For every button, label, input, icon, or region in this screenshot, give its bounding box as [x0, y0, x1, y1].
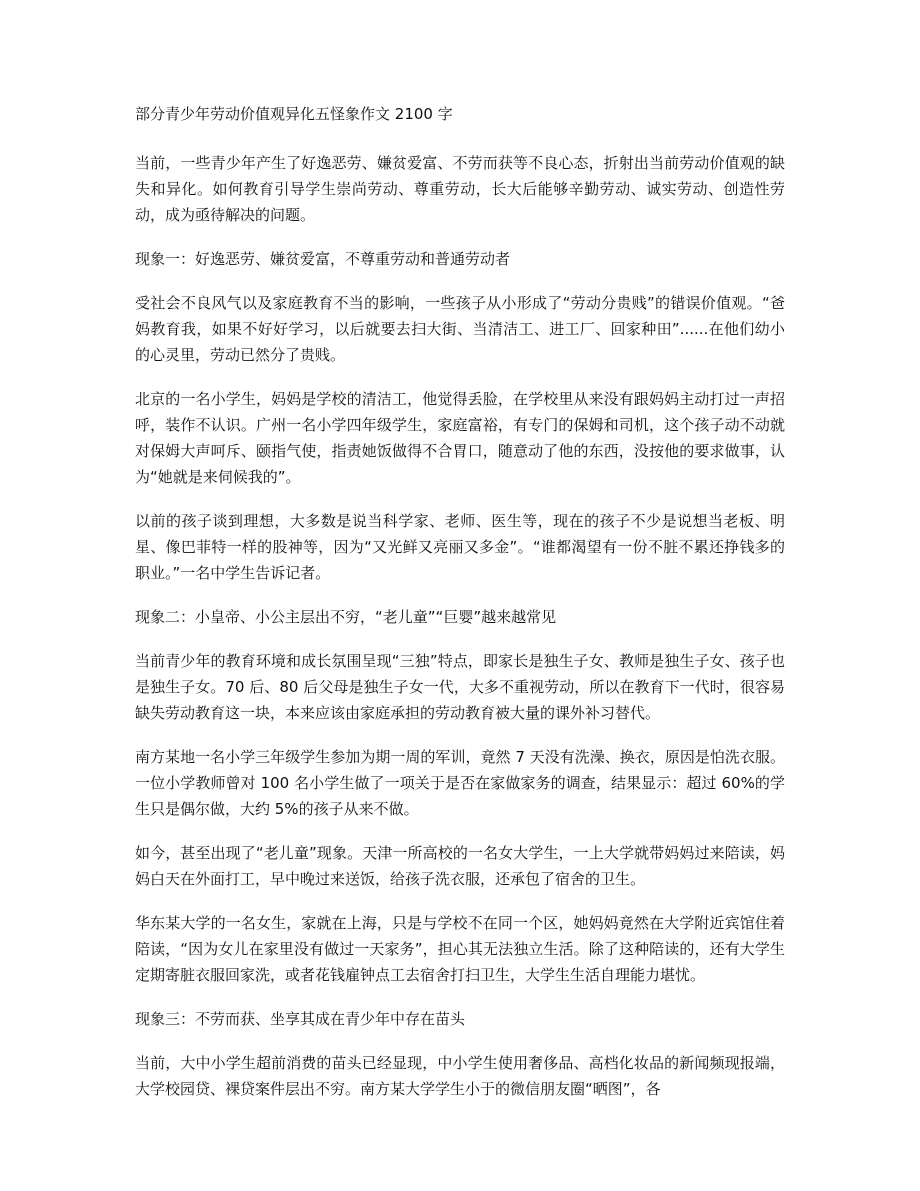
paragraph-old-children: 如今，甚至出现了“老儿童”现象。天津一所高校的一名女大学生，一上大学就带妈妈过来陪读，妈妈白天在外面打工，早中晚过来送饭，给孩子洗衣服，还承包了宿舍的卫生。 — [135, 844, 785, 888]
paragraph-consumption: 当前，大中小学生超前消费的苗头已经显现，中小学生使用奢侈品、高档化妆品的新闻频现报端，大学校园贷、裸贷案件层出不穷。南方某大学学生小于的微信朋友圈“晒图”，各 — [135, 1054, 785, 1098]
intro-paragraph: 当前，一些青少年产生了好逸恶劳、嫌贫爱富、不劳而获等不良心态，折射出当前劳动价值观的缺失和异化。如何教育引导学生崇尚劳动、尊重劳动，长大后能够辛勤劳动、诚实劳动、创造性劳动，成为亟待解决的问题。 — [135, 154, 785, 224]
section-heading-phenomenon-1: 现象一：好逸恶劳、嫌贫爱富，不尊重劳动和普通劳动者 — [135, 250, 511, 268]
paragraph-ideals: 以前的孩子谈到理想，大多数是说当科学家、老师、医生等，现在的孩子不少是说想当老板、明星、像巴菲特一样的股神等，因为“又光鲜又亮丽又多金”。“谁都渴望有一份不脏不累还挣钱多的职业。”一名中学生告诉记者。 — [135, 512, 785, 582]
paragraph-east-china-student: 华东某大学的一名女生，家就在上海，只是与学校不在同一个区，她妈妈竟然在大学附近宾馆住着陪读，“因为女儿在家里没有做过一天家务”，担心其无法独立生活。除了这种陪读的，还有大学生定期寄脏衣服回家洗，或者花钱雇钟点工去宿舍打扫卫生，大学生生活自理能力堪忧。 — [135, 914, 785, 984]
paragraph-labor-values: 受社会不良风气以及家庭教育不当的影响，一些孩子从小形成了“劳动分贵贱”的错误价值观。“爸妈教育我，如果不好好学习，以后就要去扫大街、当清洁工、进工厂、回家种田”......在他们幼小的心灵里，劳动已然分了贵贱。 — [135, 294, 785, 364]
section-heading-phenomenon-3: 现象三：不劳而获、坐享其成在青少年中存在苗头 — [135, 1010, 466, 1028]
document-page — [135, 100, 785, 1120]
paragraph-three-only: 当前青少年的教育环境和成长氛围呈现“三独”特点，即家长是独生子女、教师是独生子女、孩子也是独生子女。70 后、80 后父母是独生子女一代，大多不重视劳动，所以在教育下一代时，很容易缺失劳动教育这一块，本来应该由家庭承担的劳动教育被大量的课外补习替代。 — [135, 652, 785, 722]
document-title: 部分青少年劳动价值观异化五怪象作文 2100 字 — [135, 105, 453, 123]
section-heading-phenomenon-2: 现象二：小皇帝、小公主层出不穷，“老儿童”“巨婴”越来越常见 — [135, 608, 557, 626]
paragraph-beijing-student: 北京的一名小学生，妈妈是学校的清洁工，他觉得丢脸，在学校里从来没有跟妈妈主动打过一声招呼，装作不认识。广州一名小学四年级学生，家庭富裕，有专门的保姆和司机，这个孩子动不动就对保姆大声呵斥、颐指气使，指责她饭做得不合胃口，随意动了他的东西，没按他的要求做事，认为“她就是来伺候我的”。 — [135, 390, 785, 486]
paragraph-military-training: 南方某地一名小学三年级学生参加为期一周的军训，竟然 7 天没有洗澡、换衣，原因是怕洗衣服。一位小学教师曾对 100 名小学生做了一项关于是否在家做家务的调查，结果显示：超过 60%的学生只是偶尔做，大约 5%的孩子从来不做。 — [135, 748, 785, 818]
